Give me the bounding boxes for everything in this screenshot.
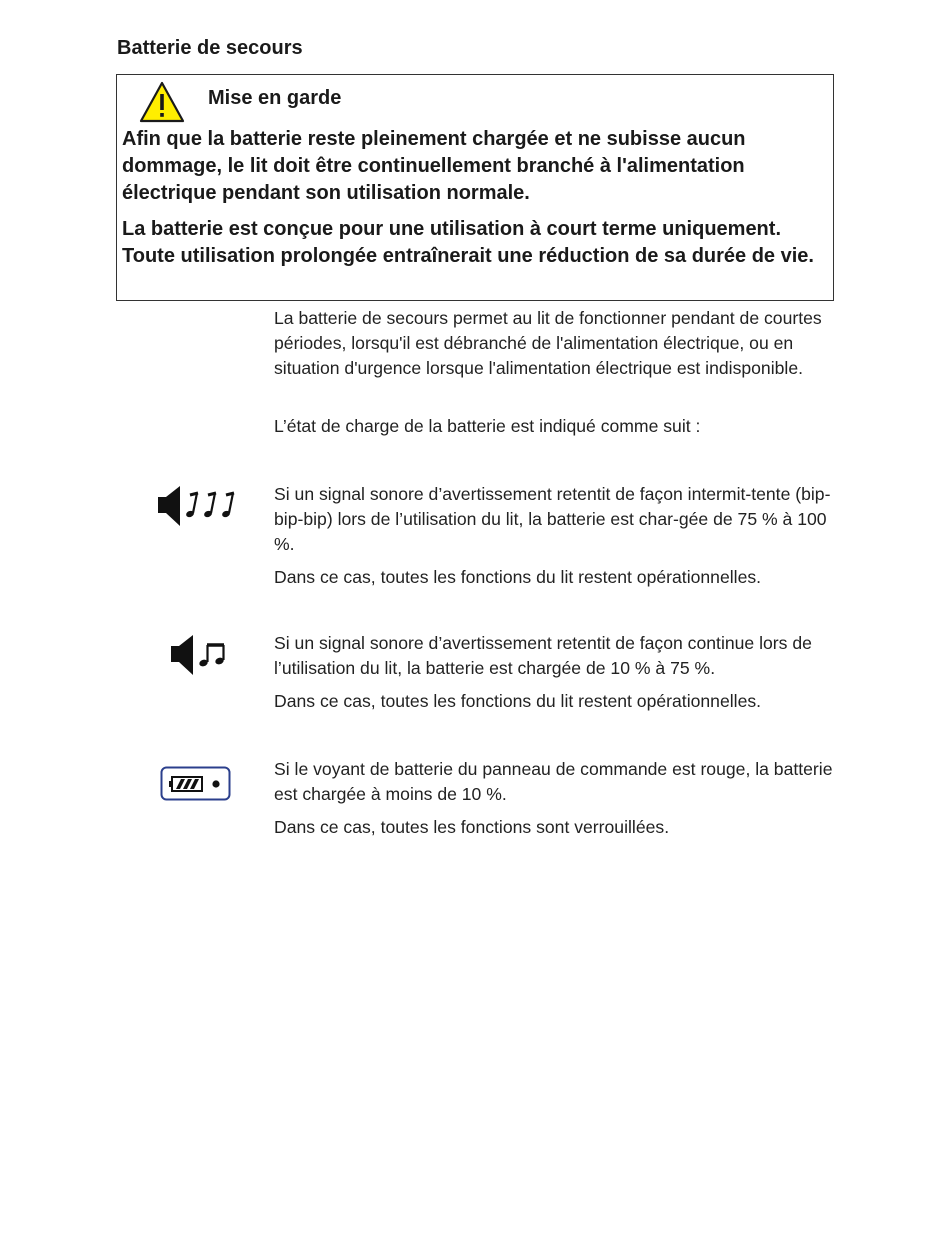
state-2-text: Si un signal sonore d’avertissement retentit de façon continue lors de l’utilisation du lit, la batterie est chargée de 10 % à 75 %. bbox=[274, 633, 812, 678]
section-heading: Batterie de secours bbox=[117, 37, 303, 59]
state-1-text: Si un signal sonore d’avertissement retentit de façon intermit-tente (bip-bip-bip) lors de l’utilisation du lit, la batterie est char-gée de 75 % à 100 %. bbox=[274, 484, 831, 554]
speaker-intermittent-beep-icon bbox=[157, 485, 239, 527]
warning-title: Mise en garde bbox=[208, 87, 342, 109]
battery-indicator-icon bbox=[160, 766, 232, 802]
warning-triangle-icon bbox=[139, 81, 185, 123]
speaker-continuous-beep-icon bbox=[170, 634, 228, 676]
state-3-note: Dans ce cas, toutes les fonctions sont verrouillées. bbox=[274, 817, 670, 837]
intro-paragraph-1: La batterie de secours permet au lit de fonctionner pendant de courtes périodes, lorsqu'il est débranché de l'alimentation électrique, ou en situation d'urgence lorsque l'alimentation électrique est indisponible. bbox=[274, 308, 822, 378]
warning-paragraph-2: La batterie est conçue pour une utilisation à court terme uniquement. Toute utilisation prolongée entraînerait une réduction de sa durée de vie. bbox=[122, 218, 814, 267]
warning-box bbox=[116, 74, 834, 301]
state-3-text: Si le voyant de batterie du panneau de commande est rouge, la batterie est chargée à moins de 10 %. bbox=[274, 759, 833, 804]
intro-paragraph-2: L’état de charge de la batterie est indiqué comme suit : bbox=[274, 416, 701, 436]
warning-paragraph-1: Afin que la batterie reste pleinement chargée et ne subisse aucun dommage, le lit doit être continuellement branché à l'alimentation électrique pendant son utilisation normale. bbox=[122, 128, 746, 204]
state-2-note: Dans ce cas, toutes les fonctions du lit restent opérationnelles. bbox=[274, 691, 762, 711]
state-1-note: Dans ce cas, toutes les fonctions du lit restent opérationnelles. bbox=[274, 567, 762, 587]
